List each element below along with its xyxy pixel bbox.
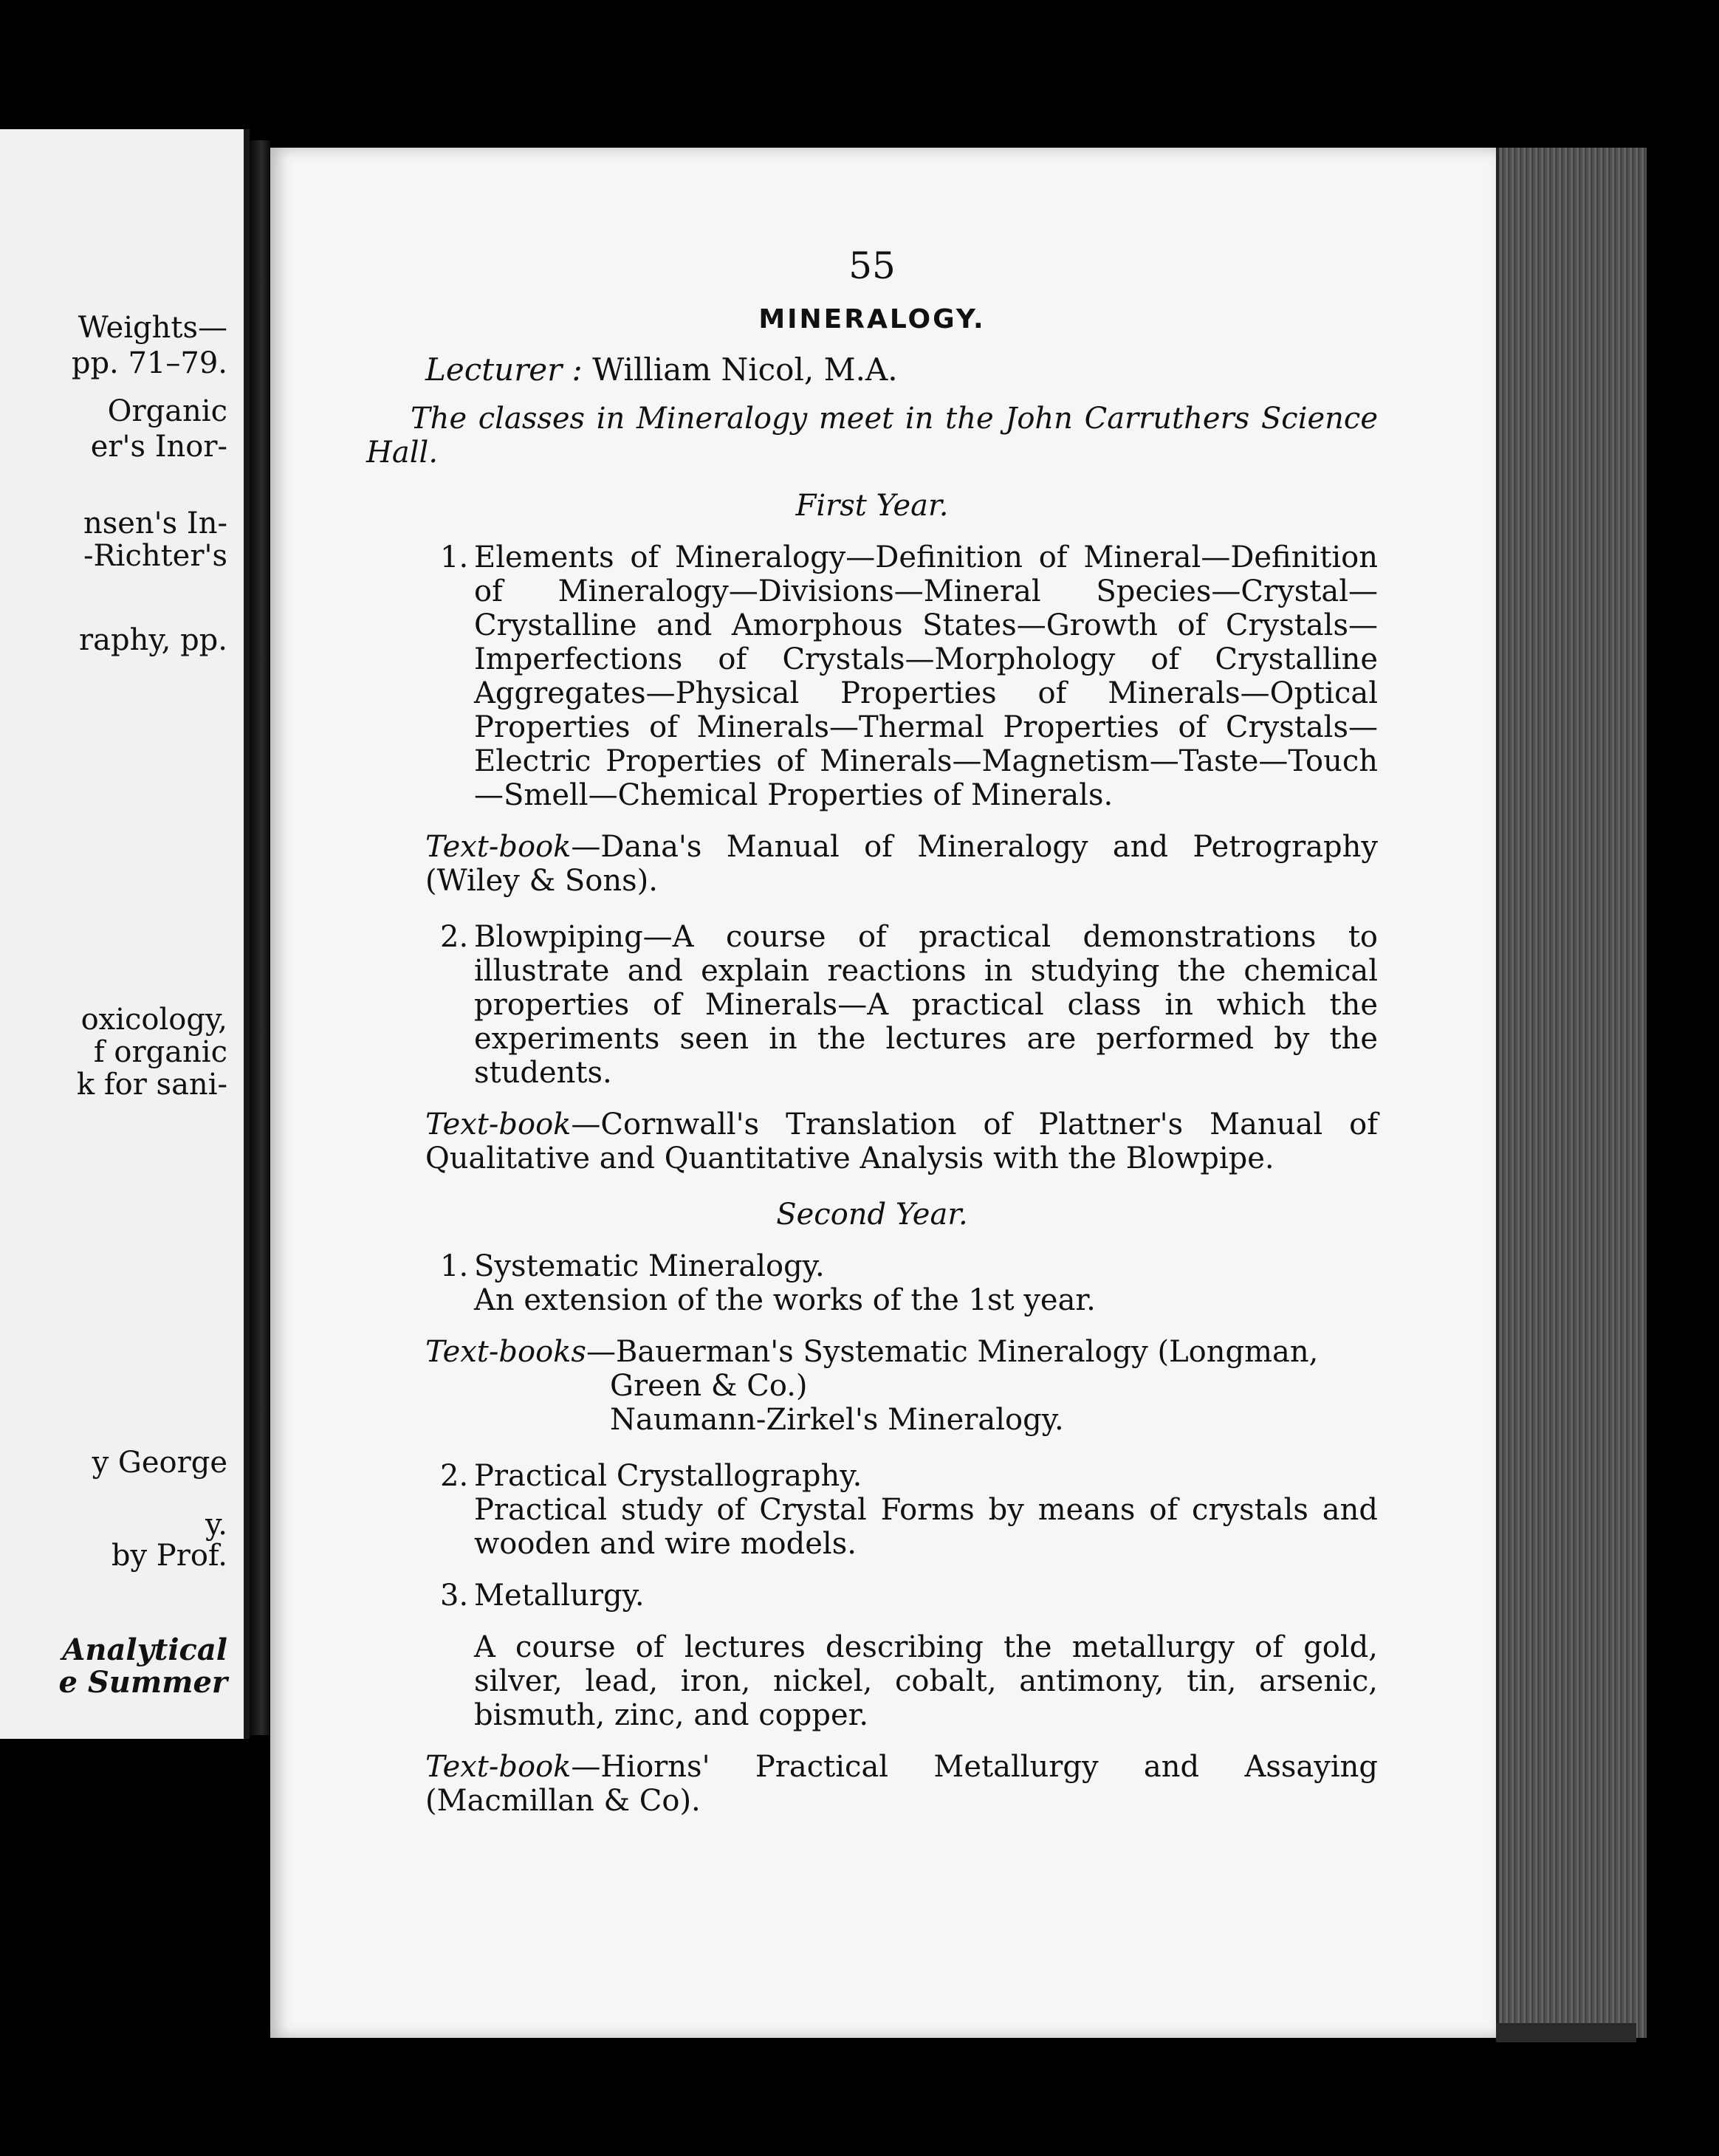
left-fragment: pp. 71–79. [71,346,227,380]
left-fragment: oxicology, [80,1003,227,1037]
item-number: 2. [440,1459,469,1493]
left-fragment: Organic [107,394,227,428]
item-number: 1. [440,1249,469,1283]
page-content [366,244,1378,1840]
lecturer-label: Lecturer : [425,351,583,388]
left-page [0,129,250,1739]
second-year-title: Second Year. [776,1198,968,1232]
textbook-line [425,1108,1378,1175]
section-heading: MINERALOGY. [758,304,986,334]
left-fragment: nsen's In- [83,507,227,540]
textbook-label: Text-book [425,830,572,864]
left-fragment: -Richter's [83,539,227,573]
item-text: Elements of Mineralogy—Definition of Mineral—Definition of Mineralogy—Divisions—Mineral Species—Crystal—Crystalline and Amorphous States—Growth of Crystals—Imperfections of Crystals—Morphology of Crystalline Aggregates—Physical Properties of Minerals—Optical Properties of Minerals—Thermal Properties of Crystals—Electric Properties of Minerals—Magnetism—Taste—Touch—Smell—Chemical Properties of Minerals. [474,540,1378,812]
first-year-title: First Year. [795,489,949,523]
textbook-line [425,1335,1378,1437]
left-fragment: k for sani- [76,1068,227,1102]
book-gutter [250,140,270,1735]
item-text: Practical study of Crystal Forms by means of crystals and wooden and wire models. [474,1493,1378,1561]
item-text: Blowpiping—A course of practical demonstrations to illustrate and explain reactions in studying the chemical properties of Minerals—A practical class in which the experiments seen in the lectures are performed by the students. [474,920,1378,1090]
page-number: 55 [848,244,896,287]
intro-paragraph: The classes in Mineralogy meet in the John Carruthers Science Hall. [366,402,1378,470]
textbook-title: —Hiorns' Practical Metallurgy and Assaying (Macmillan & Co). [425,1750,1378,1818]
left-fragment: Weights— [78,311,227,345]
lecturer-line [425,353,1378,387]
item-body [474,1579,1378,1732]
course-item [440,920,1378,1090]
course-item [440,1579,1378,1732]
book-page-edges [1496,148,1647,2038]
left-fragment: by Prof. [111,1539,227,1573]
textbook-title-2: Naumann-Zirkel's Mineralogy. [610,1403,1064,1437]
item-heading: Systematic Mineralogy. [474,1249,825,1283]
left-fragment: y George [92,1446,227,1480]
item-body [474,1459,1378,1561]
left-fragment: f organic [93,1035,227,1069]
item-text: An extension of the works of the 1st year. [474,1283,1096,1317]
course-item [440,540,1378,812]
left-fragment: er's Inor- [90,430,227,464]
item-body [474,1249,1378,1317]
left-fragment: e Summer [58,1665,227,1700]
item-heading: Metallurgy. [474,1579,645,1613]
textbook-title: —Bauerman's Systematic Mineralogy (Longman, [586,1335,1319,1369]
course-item [440,1249,1378,1317]
lecturer-name: William Nicol, M.A. [592,351,898,388]
textbook-line [425,830,1378,898]
textbook-label: Text-book [425,1750,572,1784]
textbook-line [425,1750,1378,1818]
left-fragment: raphy, pp. [79,623,227,657]
right-page [270,148,1496,2038]
textbook-label: Text-book [425,1108,572,1141]
item-number: 3. [440,1579,469,1613]
item-number: 2. [440,920,469,954]
course-item [440,1459,1378,1561]
item-heading: Practical Crystallography. [474,1459,862,1493]
item-number: 1. [440,540,469,574]
item-text: A course of lectures describing the metallurgy of gold, silver, lead, iron, nickel, cobalt, antimony, tin, arsenic, bismuth, zinc, and copper. [474,1630,1378,1732]
left-fragment: y. [205,1508,227,1542]
textbook-label: Text-books [425,1335,586,1369]
textbook-title: —Dana's Manual of Mineralogy and Petrography (Wiley & Sons). [425,830,1378,898]
textbook-title: —Cornwall's Translation of Plattner's Manual of Qualitative and Quantitative Analysis with the Blowpipe. [425,1108,1378,1175]
book-edge-bottom [1496,2023,1636,2042]
left-fragment: Analytical [62,1633,227,1667]
textbook-title-cont: Green & Co.) [610,1369,808,1403]
